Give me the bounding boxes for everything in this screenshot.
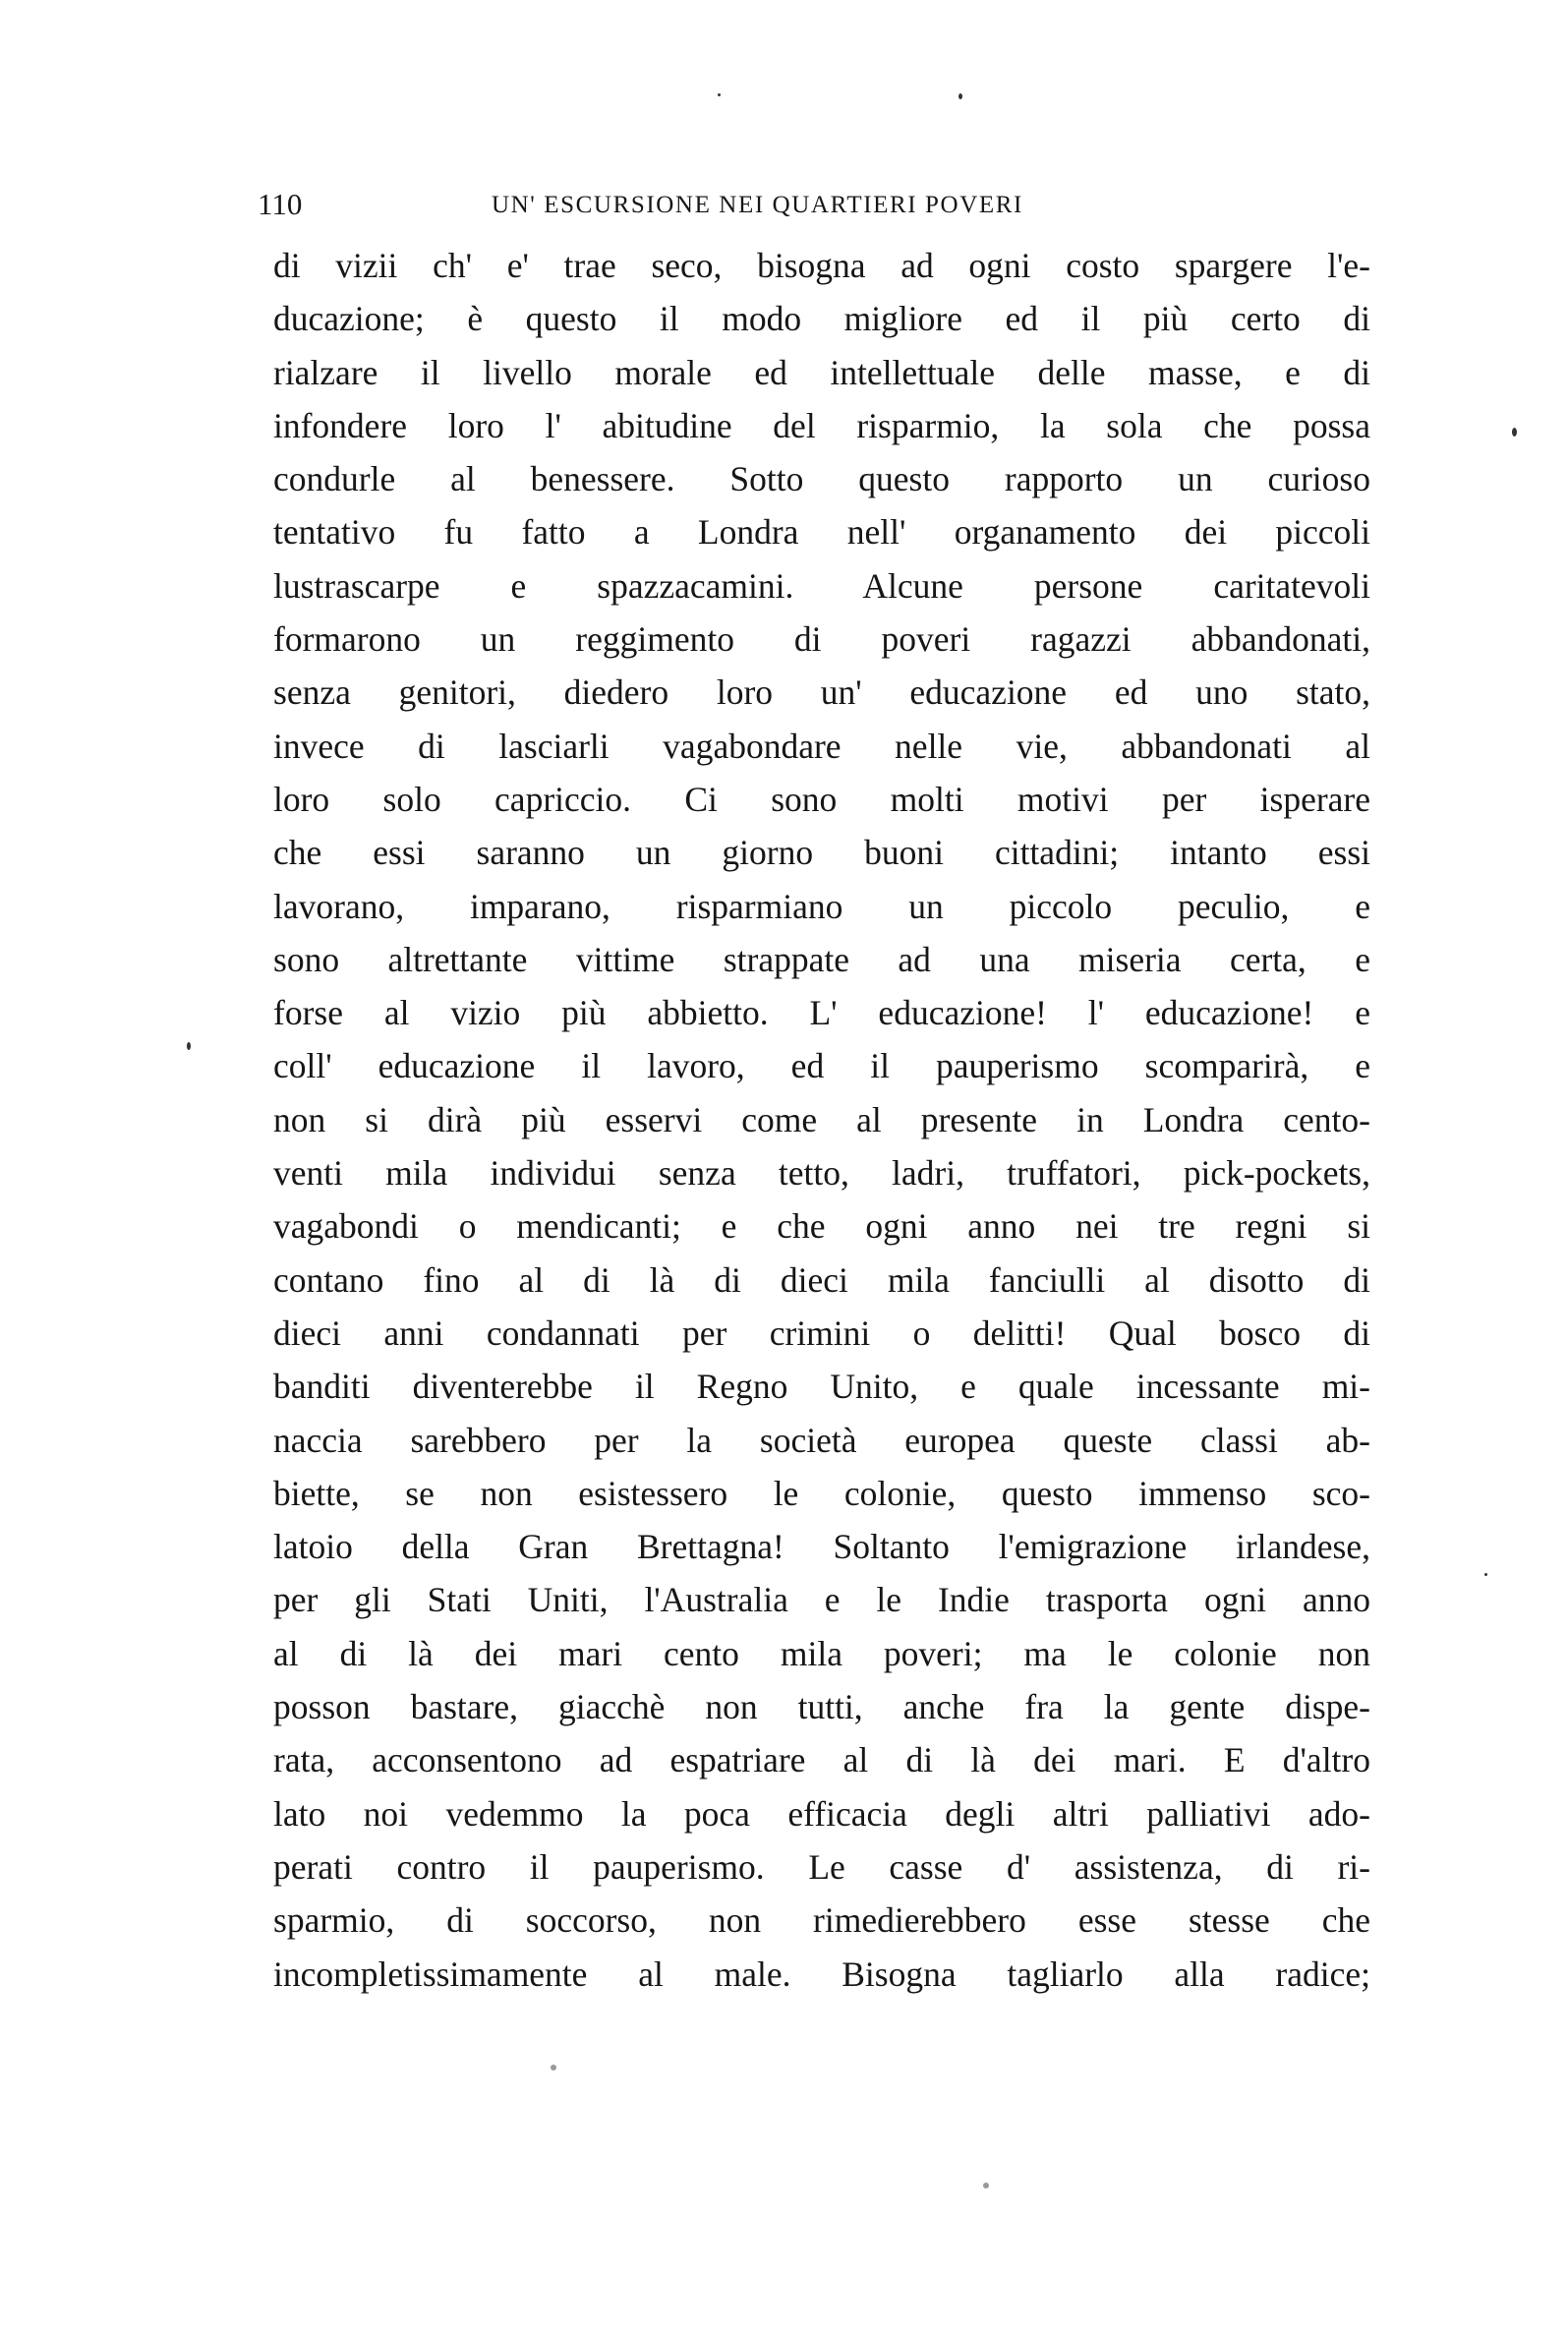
text-line: sparmio, di soccorso, non rimedierebbero esse stesse che — [273, 1900, 1370, 1941]
text-line: loro solo capriccio. Ci sono molti motivi per isperare — [273, 779, 1370, 819]
text-line: non si dirà più esservi come al presente in Londra cento- — [273, 1099, 1370, 1139]
running-title: UN' ESCURSIONE NEI QUARTIERI POVERI — [492, 192, 1023, 218]
scan-speck — [1512, 428, 1517, 437]
text-line: dieci anni condannati per crimini o delitti! Qual bosco di — [273, 1312, 1370, 1353]
text-line: forse al vizio più abbietto. L' educazione! l' educazione! e — [273, 993, 1370, 1033]
text-line: al di là dei mari cento mila poveri; ma le colonie non — [273, 1633, 1370, 1673]
text-line: di vizii ch' e' trae seco, bisogna ad ogni costo spargere l'e- — [273, 246, 1370, 285]
text-line: per gli Stati Uniti, l'Australia e le Indie trasporta ogni anno — [273, 1580, 1370, 1620]
text-line: coll' educazione il lavoro, ed il pauperismo scomparirà, e — [273, 1046, 1370, 1086]
scan-speck — [551, 2065, 556, 2071]
text-line: banditi diventerebbe il Regno Unito, e quale incessante mi- — [273, 1367, 1370, 1407]
scan-speck — [718, 93, 721, 96]
text-line: rialzare il livello morale ed intellettuale delle masse, e di — [273, 352, 1370, 392]
text-line: lavorano, imparano, risparmiano un piccolo peculio, e — [273, 886, 1370, 926]
text-line: infondere loro l' abitudine del risparmio, la sola che possa — [273, 405, 1370, 445]
text-line: naccia sarebbero per la società europea queste classi ab- — [273, 1420, 1370, 1460]
text-line: tentativo fu fatto a Londra nell' organamento dei piccoli — [273, 512, 1370, 553]
body-text — [273, 239, 1370, 2001]
text-line: incompletissimamente al male. Bisogna tagliarlo alla radice; — [273, 1954, 1370, 1994]
text-line: lato noi vedemmo la poca efficacia degli altri palliativi ado- — [273, 1793, 1370, 1834]
page-number: 110 — [258, 187, 303, 221]
scan-speck — [983, 2183, 989, 2188]
text-line: posson bastare, giacchè non tutti, anche fra la gente dispe- — [273, 1687, 1370, 1727]
text-line: invece di lasciarli vagabondare nelle vie, abbandonati al — [273, 726, 1370, 766]
text-line: venti mila individui senza tetto, ladri, truffatori, pick-pockets, — [273, 1153, 1370, 1194]
text-line: lustrascarpe e spazzacamini. Alcune persone caritatevoli — [273, 565, 1370, 606]
text-line: senza genitori, diedero loro un' educazione ed uno stato, — [273, 672, 1370, 713]
text-line: perati contro il pauperismo. Le casse d' assistenza, di ri- — [273, 1846, 1370, 1887]
text-line: biette, se non esistessero le colonie, questo immenso sco- — [273, 1473, 1370, 1513]
text-line: vagabondi o mendicanti; e che ogni anno nei tre regni si — [273, 1206, 1370, 1247]
scan-speck — [958, 93, 962, 99]
text-line: sono altrettante vittime strappate ad una miseria certa, e — [273, 939, 1370, 979]
text-line: contano fino al di là di dieci mila fanciulli al disotto di — [273, 1259, 1370, 1300]
text-line: latoio della Gran Brettagna! Soltanto l'emigrazione irlandese, — [273, 1527, 1370, 1567]
text-line: formarono un reggimento di poveri ragazzi abbandonati, — [273, 619, 1370, 660]
text-line: condurle al benessere. Sotto questo rapporto un curioso — [273, 459, 1370, 499]
scan-speck — [1484, 1573, 1487, 1576]
text-line: che essi saranno un giorno buoni cittadini; intanto essi — [273, 833, 1370, 873]
text-line: rata, acconsentono ad espatriare al di là dei mari. E d'altro — [273, 1740, 1370, 1780]
text-line: ducazione; è questo il modo migliore ed il più certo di — [273, 299, 1370, 339]
scan-speck — [187, 1042, 191, 1050]
